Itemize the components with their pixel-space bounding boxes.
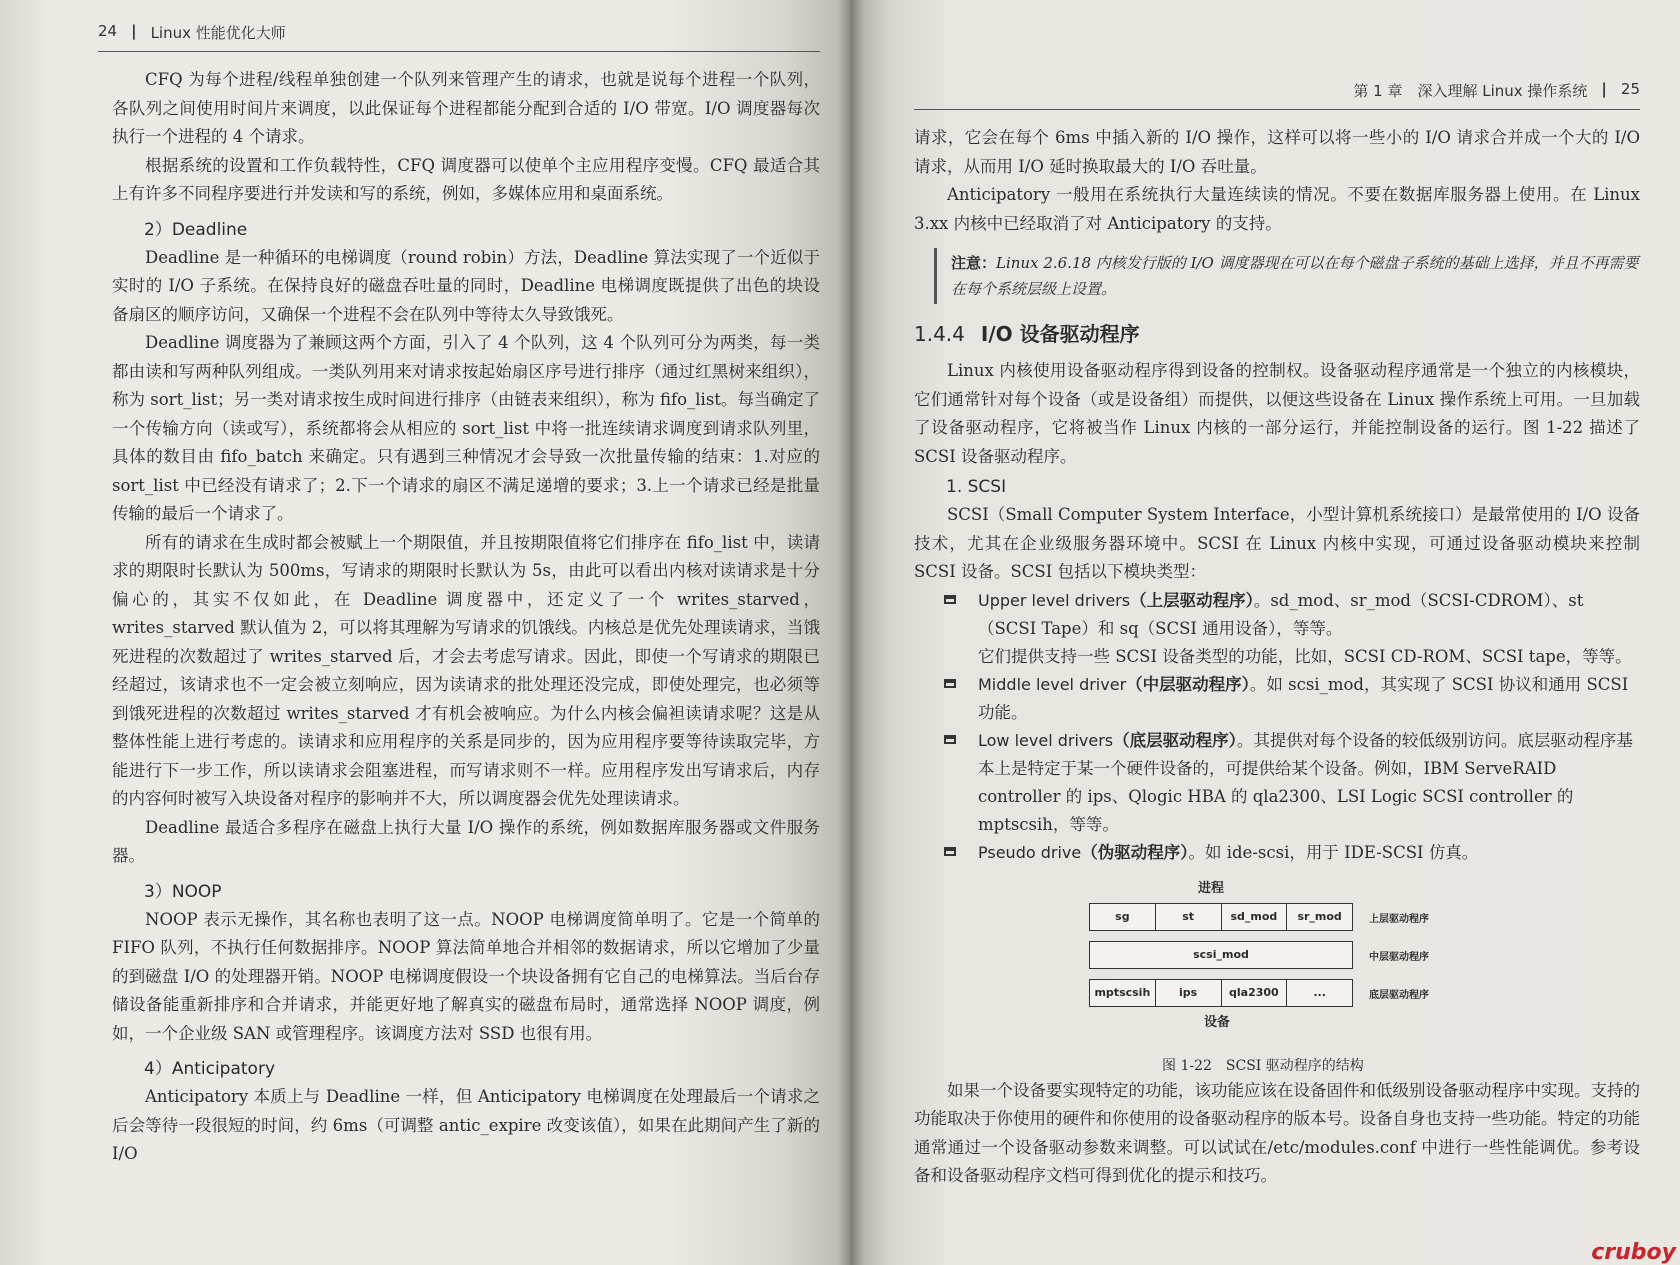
left-running-head [98,22,820,52]
middle-layer-name: 中层驱动程序 [1369,951,1429,963]
list-item [944,727,1640,839]
header-separator: | [131,22,137,40]
bullet-box-icon [944,847,956,856]
lower-cell: ips [1156,980,1222,1006]
bullet-box-icon [944,735,956,744]
section-title: I/O 设备驱动程序 [980,322,1140,346]
section-number: 1.4.4 [914,322,965,346]
list-item [944,671,1640,727]
item-text: 。其提供对每个设备的较低级别访问。底层驱动程序基本上是特定于某一个硬件设备的，可提供给某个设备。例如，IBM ServeRAID controller 的 ips、Qlogic HBA 的 qla2300、LSI Logic SCSI controller 的 mptscsih，等等。 [978,730,1633,834]
paragraph-noop: NOOP 表示无操作，其名称也表明了这一点。NOOP 电梯调度简单明了。它是一个简单的 FIFO 队列，不执行任何数据排序。NOOP 算法简单地合并相邻的数据请求，所以它增加了少量的到磁盘 I/O 的处理器开销。NOOP 电梯调度假设一个块设备拥有它自己的电梯算法。当后台存储设备能重新排序和合并请求，并能更好地了解真实的磁盘布局时，通常选择 NOOP 调度，例如，一个企业级 SAN 或管理程序。该调度方法对 SSD 也很有用。 [112,909,820,1043]
paragraph-deadline-2: Deadline 调度器为了兼顾这两个方面，引入了 4 个队列，这 4 个队列可分为两类，每一类都由读和写两种队列组成。一类队列用来对请求按起始扇区序号进行排序（通过红黑树来组织），称为 sort_list；另一类对请求按生成时间进行排序（由链表来组织），称为 fifo_list。每当确定了一个传输方向（读或写），系统都将会从相应的 sort_list 中将一批连续请求调度到请求队列里，具体的数目由 fifo_batch 来确定。只有遇到三种情况才会导致一次批量传输的结束：1.对应的 sort_list 中已经没有请求了；2.下一个请求的扇区不满足递增的要求；3.上一个请求已经是批量传输的最后一个请求了。 [112,333,820,523]
paragraph-anticipatory: Anticipatory 本质上与 Deadline 一样，但 Anticipatory 电梯调度在处理最后一个请求之后会等待一段很短的时间，约 6ms（可调整 antic_expire 改变该值），如果在此期间产生了新的 I/O [112,1087,820,1163]
bullet-box-icon [944,679,956,688]
list-item [944,587,1640,671]
item-text: 。如 ide-scsi，用于 IDE-SCSI 仿真。 [1188,842,1479,862]
paragraph-scsi-intro: SCSI（Small Computer System Interface，小型计算机系统接口）是最常使用的 I/O 设备技术，尤其在企业级服务器环境中。SCSI 在 Linux 内核中实现，可通过设备驱动模块来控制 SCSI 设备。SCSI 包括以下模块类型： [914,505,1640,581]
upper-cell: sg [1090,904,1156,930]
paragraph-deadline-3: 所有的请求在生成时都会被赋上一个期限值，并且按期限值将它们排序在 fifo_list 中，读请求的期限时长默认为 500ms，写请求的期限时长默认为 5s，由此可以看出内核对读请求是十分偏心的，其实不仅如此，在 Deadline 调度器中，还定义了一个 writes_starved，writes_starved 默认值为 2，可以将其理解为写请求的饥饿线。内核总是优先处理读请求，当饿死进程的次数超过了 writes_starved 后，才会去考虑写请求。因此，即使一个写请求的期限已经超过，该请求也不一定会被立刻响应，因为读请求的批处理还没完成，即使处理完，也必须等到饿死进程的次数超过 writes_starved 才有机会被响应。为什么内核会偏袒读请求呢？这是从整体性能上进行考虑的。读请求和应用程序的关系是同步的，因为应用程序要等待读取完毕，方能进行下一步工作，所以读请求会阻塞进程，而写请求则不一样。应用程序发出写请求后，内存的内容何时被写入块设备对程序的影响并不大，所以调度器会优先处理读请求。 [112,532,820,808]
figure-caption: 图 1-22 SCSI 驱动程序的结构 [1162,1057,1364,1074]
paragraph-cfq-2: 根据系统的设置和工作负载特性，CFQ 调度器可以使单个主应用程序变慢。CFQ 最适合其上有许多不同程序要进行并发读和写的系统，例如，多媒体应用和桌面系统。 [112,155,820,203]
right-running-head [914,80,1640,110]
item-term: Low level drivers [978,730,1114,750]
figure-bottom-label: 设备 [1204,1014,1231,1030]
right-page-number: 25 [1620,80,1640,98]
upper-layer-name: 上层驱动程序 [1369,913,1429,925]
item-term-cn: （中层驱动程序） [1126,674,1250,694]
item-term: Middle level driver [978,674,1127,694]
lower-cell: ... [1313,985,1326,999]
note-text: Linux 2.6.18 内核发行版的 I/O 调度器现在可以在每个磁盘子系统的基础上选择，并且不再需要在每个系统层级上设置。 [951,254,1639,298]
note-box [934,248,1640,304]
lower-layer-name: 底层驱动程序 [1369,989,1429,1001]
upper-layer-row [1089,903,1353,931]
figure-top-label: 进程 [1198,880,1225,896]
lower-cell: qla2300 [1222,980,1288,1006]
paragraph-drivers-intro: Linux 内核使用设备驱动程序得到设备的控制权。设备驱动程序通常是一个独立的内核模块，它们通常针对每个设备（或是设备组）而提供，以便这些设备在 Linux 操作系统上可用。一旦加载了设备驱动程序，它将被当作 Linux 内核的一部分运行，并能控制设备的运行。图 1-22 描述了 SCSI 设备驱动程序。 [914,361,1640,466]
upper-cell: sd_mod [1222,904,1288,930]
item-term: Pseudo drive [978,842,1082,862]
paragraph-deadline-4: Deadline 最适合多程序在磁盘上执行大量 I/O 操作的系统，例如数据库服务器或文件服务器。 [112,817,820,865]
item-term-cn: （伪驱动程序） [1081,842,1189,862]
book-title: Linux 性能优化大师 [150,24,286,42]
book-gutter [838,0,864,1265]
item-term: Upper level drivers [978,590,1131,610]
heading-anticipatory: 4）Anticipatory [144,1059,276,1079]
lower-layer-row [1089,979,1353,1007]
right-page [850,0,1680,1265]
lower-cell: mptscsih [1090,980,1156,1006]
header-separator: | [1601,80,1607,98]
list-item [944,839,1640,867]
paragraph-cfq-1: CFQ 为每个进程/线程单独创建一个队列来管理产生的请求，也就是说每个进程一个队列，各队列之间使用时间片来调度，以此保证每个进程都能分配到合适的 I/O 带宽。I/O 调度器每次执行一个进程的 4 个请求。 [112,70,820,146]
module-list [914,587,1640,867]
item-term-cn: （上层驱动程序） [1130,590,1254,610]
item-text: 。sd_mod、sr_mod（SCSI-CDROM）、st（SCSI Tape）和 sq（SCSI 通用设备），等等。 [978,590,1584,638]
paragraph-anticipatory-usage: Anticipatory 一般用在系统执行大量连续读的情况。不要在数据库服务器上使用。在 Linux 3.xx 内核中已经取消了对 Anticipatory 的支持。 [914,185,1640,233]
heading-deadline: 2）Deadline [144,219,248,240]
middle-cell: scsi_mod [1193,947,1249,961]
item-text: 。如 scsi_mod，其实现了 SCSI 协议和通用 SCSI 功能。 [978,674,1629,722]
chapter-title: 第 1 章 深入理解 Linux 操作系统 [1353,82,1588,100]
bullet-box-icon [944,595,956,604]
upper-cell: st [1156,904,1222,930]
item-extra: 它们提供支持一些 SCSI 设备类型的功能，比如，SCSI CD-ROM、SCSI tape，等等。 [978,646,1632,666]
paragraph-deadline-1: Deadline 是一种循环的电梯调度（round robin）方法，Deadline 算法实现了一个近似于实时的 I/O 子系统。在保持良好的磁盘吞吐量的同时，Deadline 电梯调度既提供了出色的块设备扇区的顺序访问，又确保一个进程不会在队列中等待太久导致饿死。 [112,247,820,324]
note-label: 注意： [951,254,997,272]
watermark: cruboy [1591,1240,1676,1265]
middle-layer-row [1089,941,1353,969]
paragraph-device-features: 如果一个设备要实现特定的功能，该功能应该在设备固件和低级别设备驱动程序中实现。支持的功能取决于你使用的硬件和你使用的设备驱动程序的版本号。设备自身也支持一些功能。特定的功能通常通过一个设备驱动参数来调整。可以试试在/etc/modules.conf 中进行一些性能调优。参考设备和设备驱动程序文档可得到优化的提示和技巧。 [914,1080,1640,1185]
left-page-number: 24 [98,22,118,40]
item-term-cn: （底层驱动程序） [1113,730,1237,750]
scsi-driver-figure [914,877,1640,1077]
section-heading [914,318,1640,347]
heading-noop: 3）NOOP [144,881,222,902]
heading-scsi: 1. SCSI [946,477,1007,497]
paragraph-anticipatory-cont: 请求，它会在每个 6ms 中插入新的 I/O 操作，这样可以将一些小的 I/O 请求合并成一个大的 I/O 请求，从而用 I/O 延时换取最大的 I/O 吞吐量。 [914,128,1640,176]
upper-cell: sr_mod [1297,909,1342,923]
